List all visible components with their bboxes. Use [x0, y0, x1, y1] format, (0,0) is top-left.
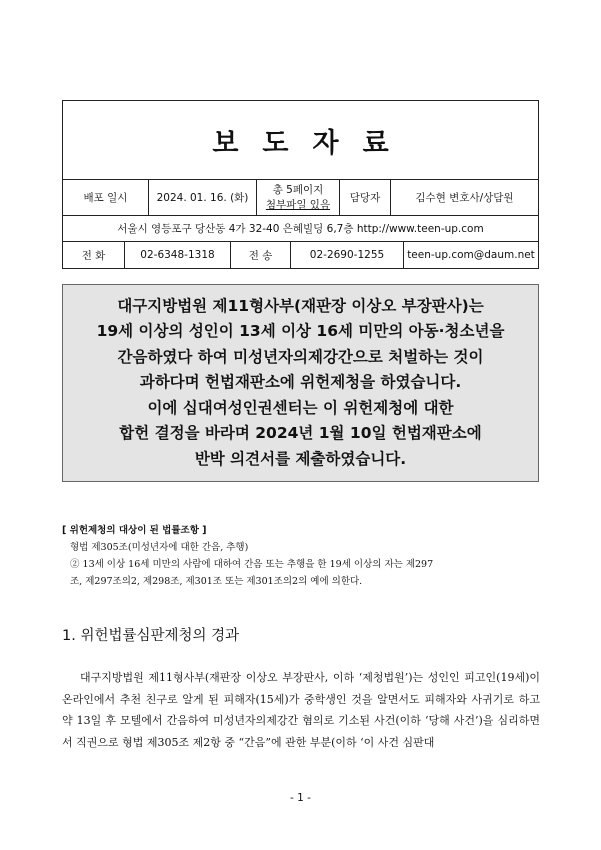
- law-provision-section: [62, 522, 542, 590]
- pages-cell: [257, 180, 340, 215]
- page-count: 총 5페이지: [272, 183, 324, 196]
- section-title: 1. 위헌법률심판제청의 경과: [62, 628, 240, 644]
- contact-name: 김수현 변호사/상담원: [415, 192, 514, 204]
- dist-label: 배포 일시: [63, 180, 149, 215]
- distribution-row: [63, 180, 538, 216]
- summary-line: 이에 십대여성인권센터는 이 위헌제청에 대한: [147, 398, 454, 417]
- summary-box: [62, 284, 539, 482]
- press-header-table: [62, 100, 539, 269]
- law-line: 조, 제297조의2, 제298조, 제301조 또는 제301조의2의 예에 의한다.: [70, 576, 363, 587]
- law-heading: [ 위헌제청의 대상이 된 법률조항 ]: [62, 525, 207, 536]
- summary-line: 합헌 결정을 바라며 2024년 1월 10일 헌법재판소에: [119, 424, 482, 443]
- law-line: 형법 제305조(미성년자에 대한 간음, 추행): [70, 542, 249, 553]
- section-body: [62, 667, 540, 753]
- law-line: ② 13세 이상 16세 미만의 사람에 대하여 간음 또는 추행을 한 19세 이상의 자는 제297: [70, 559, 434, 570]
- body-paragraph: 대구지방법원 제11형사부(재판장 이상오 부장판사, 이하 ‘제청법원’)는 성인인 피고인(19세)이 온라인에서 추천 친구로 알게 된 피해자(15세)가 중학생인 것을 알면서도 피해자와 사귀기로 하고 약 13일 후 모텔에서 간음하여 미성년자의제강간 혐의로 기소된 사건(이하 ‘당해 사건’)을 심리하면서 직권으로 형법 제305조 제2항 중 “간음”에 관한 부분(이하 ‘이 사건 심판대: [62, 671, 540, 749]
- summary-line: 간음하였다 하여 미성년자의제강간으로 처벌하는 것이: [117, 347, 484, 366]
- summary-line: 대구지방법원 제11형사부(재판장 이상오 부장판사)는: [117, 296, 484, 315]
- summary-line: 반박 의견서를 제출하였습니다.: [194, 449, 407, 468]
- summary-line: 19세 이상의 성인이 13세 이상 16세 미만의 아동·청소년을: [96, 322, 505, 341]
- page-number: - 1 -: [290, 792, 311, 804]
- attachment-link[interactable]: 첨부파일 있음: [265, 198, 331, 211]
- address-row: [63, 216, 538, 242]
- fax-number: 02-2690-1255: [291, 242, 404, 268]
- tel-number: 02-6348-1318: [125, 242, 231, 268]
- contact-label: 담당자: [340, 180, 391, 215]
- dist-date: 2024. 01. 16. (화): [149, 180, 257, 215]
- fax-label: 전 송: [231, 242, 291, 268]
- email-address[interactable]: teen-up.com@daum.net: [407, 249, 535, 261]
- document-title: 보도자료: [63, 101, 538, 180]
- address-text: 서울시 영등포구 당산동 4가 32-40 은혜빌딩 6,7층 http://www.teen-up.com: [117, 223, 484, 235]
- tel-label: 전 화: [63, 242, 125, 268]
- summary-line: 과하다며 헌법재판소에 위헌제청을 하였습니다.: [139, 373, 462, 392]
- contact-row: [63, 242, 538, 268]
